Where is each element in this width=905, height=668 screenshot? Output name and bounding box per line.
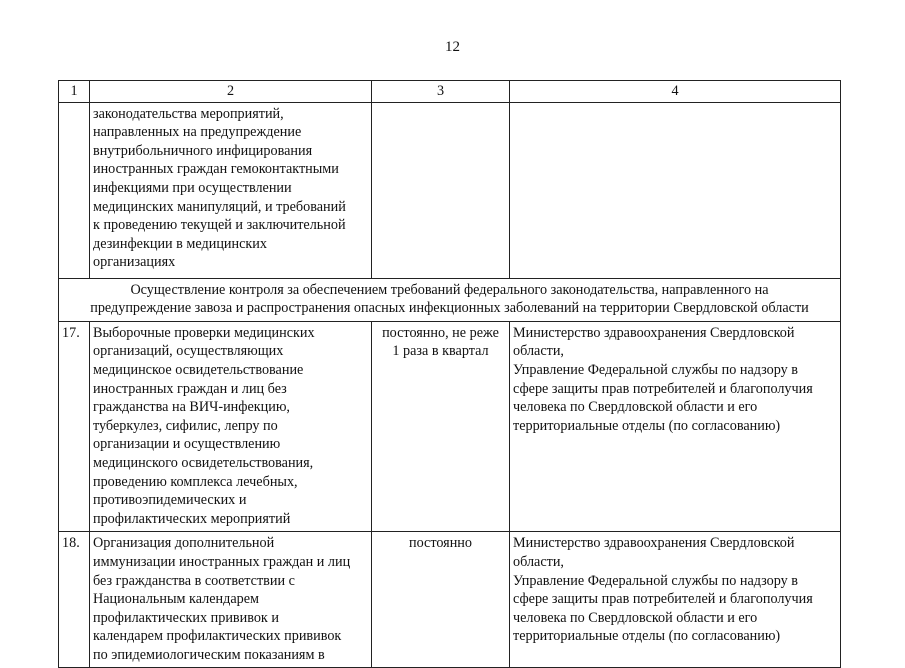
row-term xyxy=(372,102,510,278)
page-number: 12 xyxy=(445,39,460,55)
row-number: 18. xyxy=(59,532,90,668)
column-header-1: 1 xyxy=(59,81,90,103)
table-row-continued xyxy=(59,102,841,278)
section-header: Осуществление контроля за обеспечением требований федерального законодательства, направленного на предупреждение завоза и распространения опасных инфекционных заболеваний на территории Свердловской области xyxy=(59,278,841,321)
section-header-row xyxy=(59,278,841,321)
column-header-4: 4 xyxy=(510,81,841,103)
row-term: постоянно xyxy=(372,532,510,668)
row-action-text: законодательства мероприятий, направленных на предупреждение внутрибольничного инфицирования иностранных граждан гемоконтактными инфекциями при осуществлении медицинских манипуляций, и требований к проведению текущей и заключительной дезинфекции в медицинских организациях xyxy=(90,102,372,278)
row-number xyxy=(59,102,90,278)
row-number: 17. xyxy=(59,321,90,532)
table-header-row xyxy=(59,81,841,103)
column-header-3: 3 xyxy=(372,81,510,103)
row-executors: Министерство здравоохранения Свердловской области, Управление Федеральной службы по надзору в сфере защиты прав потребителей и благополучия человека по Свердловской области и его территориальные отделы (по согласованию) xyxy=(510,532,841,668)
row-action-text: Выборочные проверки медицинских организаций, осуществляющих медицинское освидетельствование иностранных граждан и лиц без гражданства на ВИЧ-инфекцию, туберкулез, сифилис, лепру по организации и осуществлению медицинского освидетельствования, проведению комплекса лечебных, противоэпидемических и профилактических мероприятий xyxy=(90,321,372,532)
row-executors: Министерство здравоохранения Свердловской области, Управление Федеральной службы по надзору в сфере защиты прав потребителей и благополучия человека по Свердловской области и его территориальные отделы (по согласованию) xyxy=(510,321,841,532)
table-row xyxy=(59,321,841,532)
row-executors xyxy=(510,102,841,278)
row-action-text: Организация дополнительной иммунизации иностранных граждан и лиц без гражданства в соответствии с Национальным календарем профилактических прививок и календарем профилактических прививок по эпидемиологическим показаниям в xyxy=(90,532,372,668)
row-term: постоянно, не реже 1 раза в квартал xyxy=(372,321,510,532)
table-row xyxy=(59,532,841,668)
column-header-2: 2 xyxy=(90,81,372,103)
measures-table xyxy=(58,80,841,668)
